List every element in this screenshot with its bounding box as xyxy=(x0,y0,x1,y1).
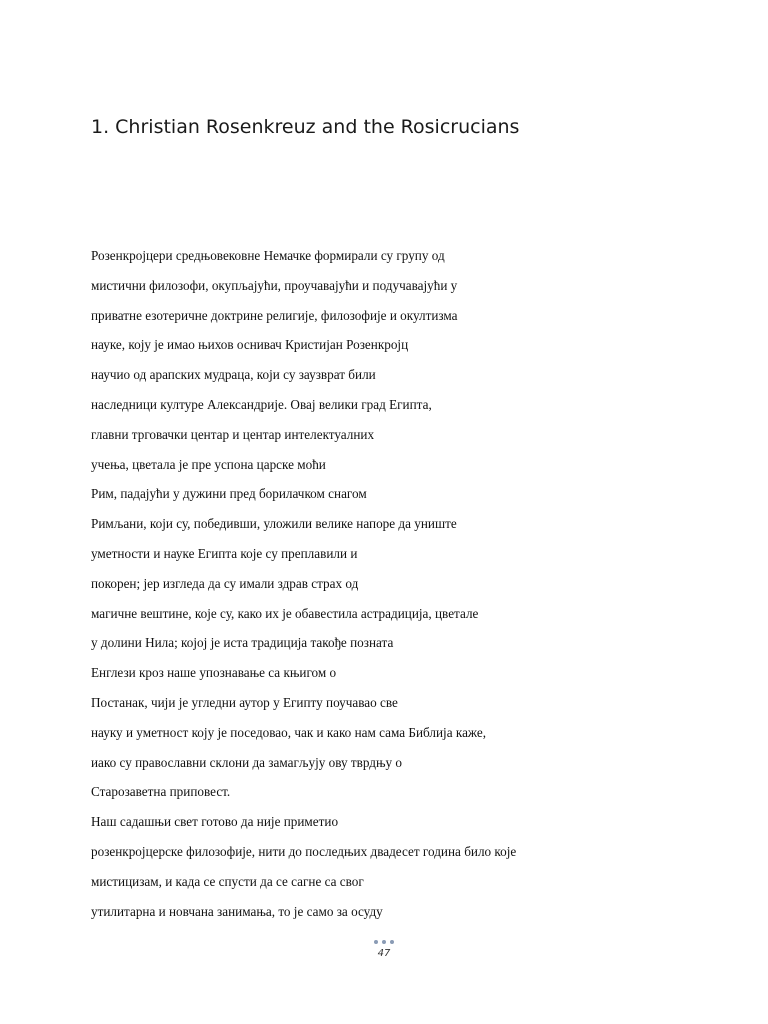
text-line: приватне езотеричне доктрине религије, филозофије и окултизма xyxy=(91,307,458,323)
ornament-dot xyxy=(390,940,394,944)
text-line: магичне вештине, које су, како их је обавестила астрадиција, цветале xyxy=(91,605,479,621)
text-line: науку и уметност коју је поседовао, чак и како нам сама Библија каже, xyxy=(91,724,487,740)
body-paragraph xyxy=(91,243,691,928)
footer-ornament-dots xyxy=(0,938,768,946)
text-line: Старозаветна приповест. xyxy=(91,784,231,800)
text-line: Римљани, који су, победивши, уложили велике напоре да униште xyxy=(91,516,457,532)
ornament-dot xyxy=(382,940,386,944)
text-line: уметности и науке Египта које су преплавили и xyxy=(91,545,358,561)
text-line: мистични филозофи, окупљајући, проучавајући и подучавајући у xyxy=(91,277,458,293)
text-line: науке, коју је имао њихов оснивач Кристијан Розенкројц xyxy=(91,337,409,353)
page-number: 47 xyxy=(377,948,391,959)
ornament-dot xyxy=(374,940,378,944)
text-line: мистицизам, и када се спусти да се сагне са свог xyxy=(91,873,364,889)
text-line: розенкројцерске филозофије, нити до последњих двадесет година било које xyxy=(91,843,517,859)
text-line: главни трговачки центар и центар интелектуалних xyxy=(91,426,375,442)
text-line: у долини Нила; којој је иста традиција такође позната xyxy=(91,635,394,651)
text-line: утилитарна и новчана занимања, то је само за осуду xyxy=(91,903,383,919)
page-footer xyxy=(0,938,768,959)
text-line: покорен; јер изгледа да су имали здрав страх од xyxy=(91,575,359,591)
text-line: наследници културе Александрије. Овај велики град Египта, xyxy=(91,396,432,412)
chapter-heading: 1. Christian Rosenkreuz and the Rosicrucians xyxy=(91,116,520,138)
text-line: Енглези кроз наше упознавање са књигом о xyxy=(91,665,337,681)
text-line: Постанак, чији је угледни аутор у Египту поучавао све xyxy=(91,694,398,710)
text-line: научио од арапских мудраца, који су заузврат били xyxy=(91,367,376,383)
text-line: иако су православни склони да замагљују ову тврдњу о xyxy=(91,754,403,770)
text-line: Рим, падајући у дужини пред борилачком снагом xyxy=(91,486,367,502)
text-line: Розенкројцери средњовековне Немачке формирали су групу од xyxy=(91,248,445,263)
text-line: Наш садашњи свет готово да није приметио xyxy=(91,814,339,830)
text-line: учења, цветала је пре успона царске моћи xyxy=(91,456,326,472)
